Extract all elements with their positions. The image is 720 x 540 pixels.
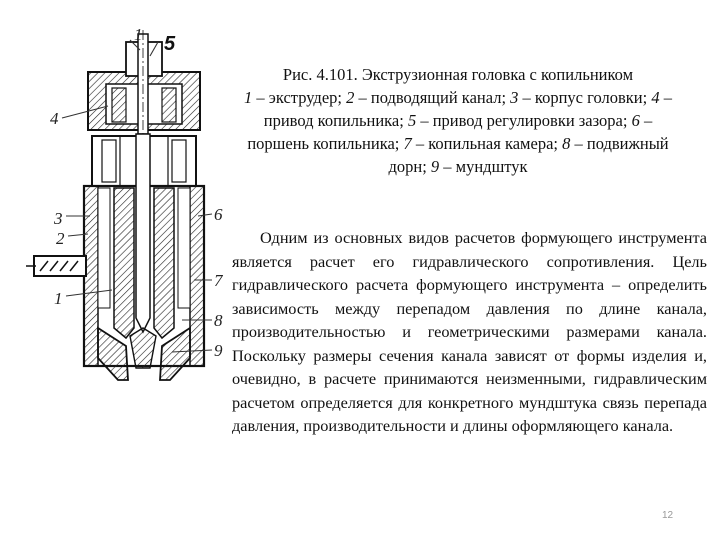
caption-item: 1 – экструдер; [244,88,347,107]
caption-item-text: копильная камера [428,134,554,153]
caption-item-text: привод копильника [263,111,400,130]
caption-item-number: 2 [346,88,355,107]
caption-item: 3 – корпус головки; [510,88,652,107]
label-5: 5 [164,33,176,55]
mandrel [136,134,150,332]
label-7: 7 [214,271,223,290]
label-4: 4 [50,109,59,128]
figure-caption [236,63,680,178]
caption-item-number: 8 [562,134,571,153]
caption-item-text: корпус головки [534,88,643,107]
caption-item-text: привод регулировки зазора [432,111,623,130]
caption-item-number: 9 [430,157,440,176]
caption-item-text: подвижный дорн [388,134,669,176]
extrusion-head-diagram [22,28,232,403]
caption-item: 5 – привод регулировки зазора; [407,111,632,130]
caption-item: 8 – подвижный дорн; [388,134,669,176]
caption-item-number: 7 [403,134,412,153]
caption-legend [244,88,672,176]
caption-item: 9 – мундштук [430,157,528,176]
label-2: 2 [56,229,65,248]
body-paragraph: Одним из основных видов расчетов формующего инструмента является расчет его гидравлического сопротивления. Цель гидравлического расчета формующего инструмента – определить зависимость между перепадом давления по длине канала, производительностью и геометрическими размерами канала. Поскольку размеры сечения канала зависят от формы изделия и, очевидно, в расчете принимаются неизменными, гидравлическим расчетом определяется для конкретного мундштука связь перепада давления, производительности и длины оформляющего канала. [232,228,707,435]
caption-item-number: 5 [407,111,417,130]
label-8: 8 [214,311,223,330]
caption-item-number: 3 [510,88,519,107]
label-1: 1 [134,28,143,44]
caption-item-text: подводящий канал [370,88,502,107]
extruder-inlet [26,256,86,276]
caption-item: 4 – привод копильника; [263,88,672,130]
caption-item: 7 – копильная камера; [403,134,563,153]
page-number: 12 [662,510,674,521]
caption-item-number: 1 [244,88,253,107]
caption-item-number: 4 [651,88,660,107]
caption-item: 2 – подводящий канал; [346,88,511,107]
caption-item: 6 – поршень копильника; [247,111,653,153]
caption-title: Рис. 4.101. Экструзионная головка с копильником [282,65,634,84]
caption-item-text: экструдер [268,88,338,107]
label-9: 9 [214,341,223,360]
caption-item-number: 6 [631,111,640,130]
label-1-lower: 1 [54,289,63,308]
caption-item-text: поршень копильника [247,134,395,153]
label-3: 3 [54,209,63,228]
label-6: 6 [214,205,223,224]
caption-item-text: мундштук [455,157,528,176]
